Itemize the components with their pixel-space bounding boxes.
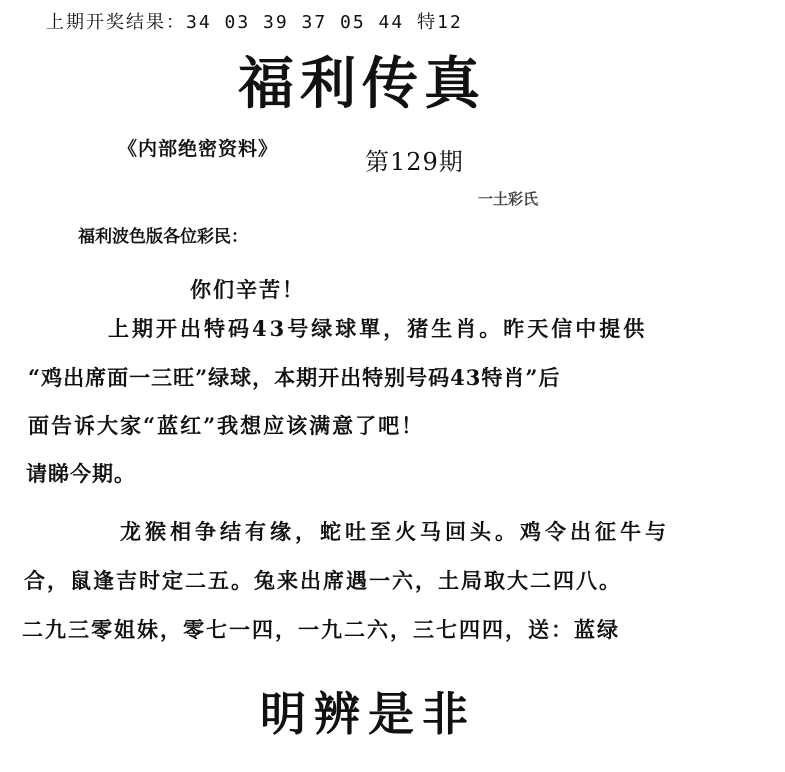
greeting: 福利波色版各位彩民： [78, 227, 248, 247]
paragraph2-line: 二九三零姐妹，零七一四，一九二六，三七四四，送：蓝绿 [22, 617, 620, 642]
paragraph1-line: “鸡出席面一三旺”绿球，本期开出特别号码43特肖”后 [28, 365, 561, 390]
previous-result-line: 上期开奖结果：34 03 39 37 05 44 特12 [46, 12, 463, 33]
paragraph1-line: 面告诉大家“蓝红”我想应该满意了吧！ [28, 413, 425, 438]
main-title: 福利传真 [238, 51, 486, 117]
paragraph2-line: 龙猴相争结有缘，蛇吐至火马回头。鸡令出征牛与 [120, 519, 670, 544]
faint-text: 一土彩氏 [478, 190, 539, 208]
thanks-line: 你们辛苦！ [190, 277, 305, 302]
paragraph2-line: 合，鼠逢吉时定二五。兔来出席遇一六，土局取大二四八。 [24, 568, 622, 593]
paragraph1-line: 上期开出特码43号绿球單，猪生肖。昨天信中提供 [108, 316, 648, 341]
subtitle: 《内部绝密资料》 [118, 138, 279, 160]
paragraph1-line: 请睇今期。 [26, 461, 136, 486]
footer-title: 明辨是非 [260, 687, 476, 741]
issue-number: 第129期 [365, 148, 464, 176]
